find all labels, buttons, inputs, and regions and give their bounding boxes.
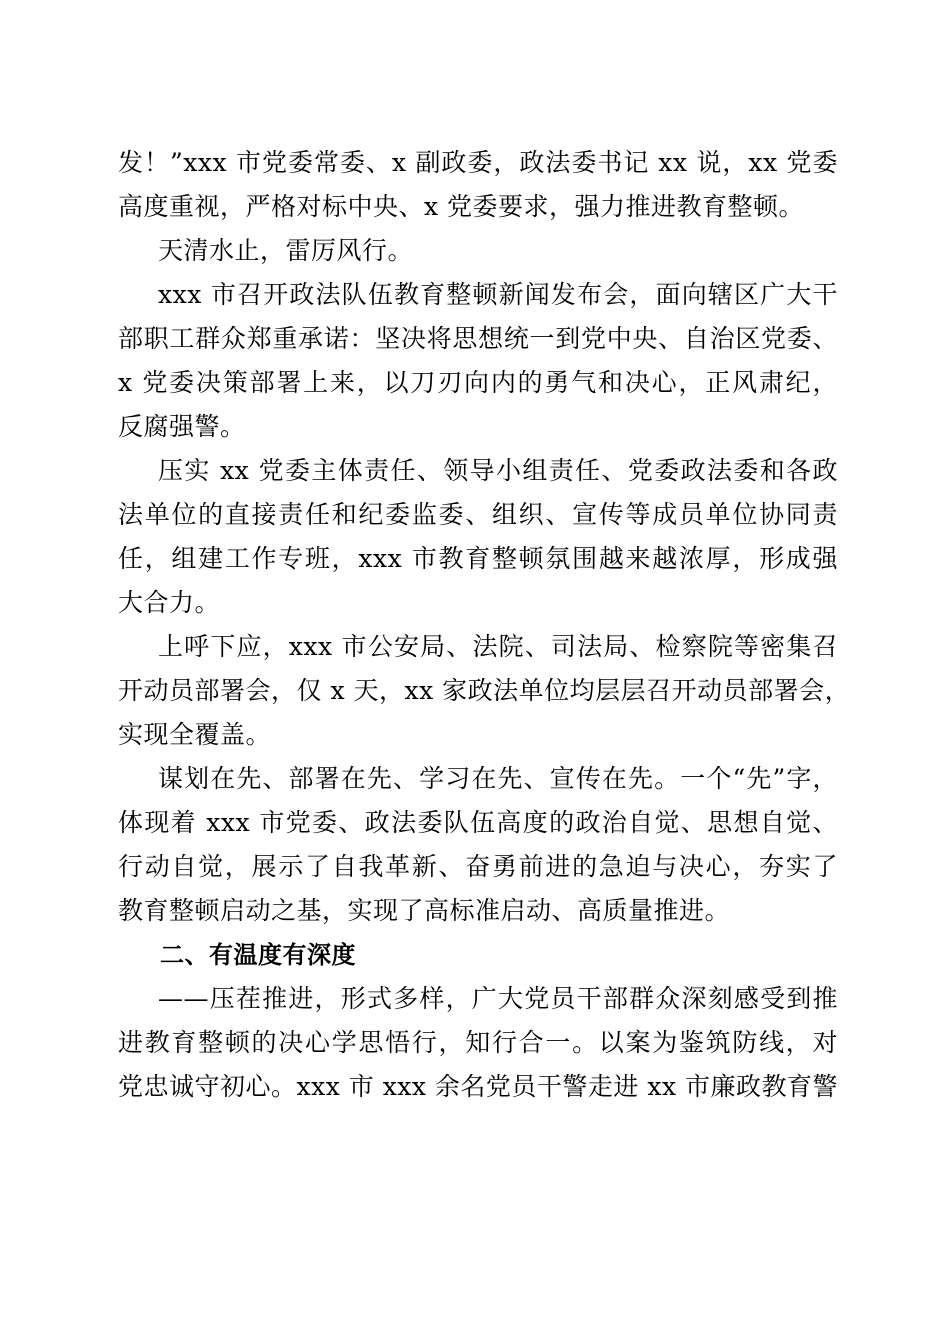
text-line: 大合力。 bbox=[118, 588, 221, 617]
text-line: x 党委决策部署上来，以刀刃向内的勇气和决心，正风肃纪， bbox=[118, 368, 838, 397]
paragraph bbox=[118, 977, 838, 1109]
paragraph bbox=[118, 229, 838, 273]
text-line: 谋划在先、部署在先、学习在先、宣传在先。一个“先”字， bbox=[158, 764, 838, 793]
section-heading: 二、有温度有深度 bbox=[160, 941, 356, 969]
text-line: 行动自觉，展示了自我革新、奋勇前进的急迫与决心，夯实了 bbox=[118, 852, 838, 881]
paragraph bbox=[118, 273, 838, 449]
text-line: xxx 市召开政法队伍教育整顿新闻发布会，面向辖区广大干 bbox=[158, 280, 838, 309]
text-line: 法单位的直接责任和纪委监委、组织、宣传等成员单位协同责 bbox=[118, 500, 838, 529]
text-line: 天清水止，雷厉风行。 bbox=[158, 236, 414, 265]
text-line: 实现全覆盖。 bbox=[118, 720, 272, 749]
paragraph bbox=[118, 625, 851, 757]
text-line: 压实 xx 党委主体责任、领导小组责任、党委政法委和各政 bbox=[158, 456, 838, 485]
text-line: 体现着 xxx 市党委、政法委队伍高度的政治自觉、思想自觉、 bbox=[118, 808, 838, 837]
section-heading-wrapper bbox=[118, 933, 838, 977]
text-line: 开动员部署会，仅 x 天，xx 家政法单位均层层召开动员部署会， bbox=[118, 676, 851, 705]
paragraph bbox=[118, 141, 838, 229]
text-line: 党忠诚守初心。xxx 市 xxx 余名党员干警走进 xx 市廉政教育警 bbox=[118, 1072, 839, 1101]
paragraph bbox=[118, 757, 838, 933]
text-line: 部职工群众郑重承诺：坚决将思想统一到党中央、自治区党委、 bbox=[118, 324, 838, 353]
text-line: 发！”xxx 市党委常委、x 副政委，政法委书记 xx 说，xx 党委 bbox=[118, 148, 838, 177]
text-line: 任，组建工作专班，xxx 市教育整顿氛围越来越浓厚，形成强 bbox=[118, 544, 838, 573]
text-line: ——压茬推进，形式多样，广大党员干部群众深刻感受到推 bbox=[158, 984, 838, 1013]
document-body bbox=[118, 141, 851, 1109]
text-line: 教育整顿启动之基，实现了高标准启动、高质量推进。 bbox=[118, 896, 731, 925]
text-line: 反腐强警。 bbox=[118, 412, 246, 441]
text-line: 高度重视，严格对标中央、x 党委要求，强力推进教育整顿。 bbox=[118, 192, 805, 221]
text-line: 进教育整顿的决心学思悟行，知行合一。以案为鉴筑防线，对 bbox=[118, 1028, 838, 1057]
paragraph bbox=[118, 449, 838, 625]
text-line: 上呼下应，xxx 市公安局、法院、司法局、检察院等密集召 bbox=[158, 632, 838, 661]
